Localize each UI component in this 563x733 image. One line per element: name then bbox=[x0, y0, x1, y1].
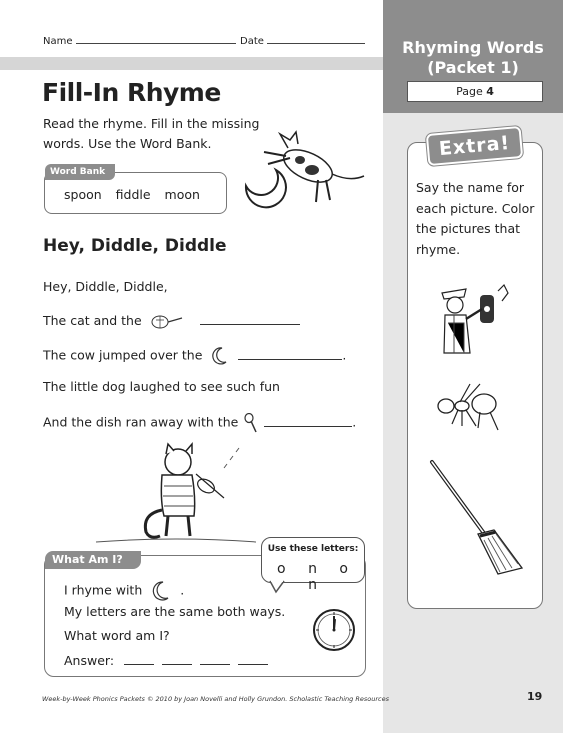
poem-line-1: Hey, Diddle, Diddle, bbox=[43, 279, 168, 294]
sidebar bbox=[383, 0, 563, 733]
poem-line-4: The little dog laughed to see such fun bbox=[43, 379, 280, 394]
spoon-icon bbox=[244, 413, 258, 433]
cow-jumping-over-moon-icon bbox=[238, 126, 370, 210]
what-am-i-label: What Am I? bbox=[45, 551, 141, 569]
moon-icon bbox=[210, 346, 230, 366]
poem-line-5: And the dish ran away with the . bbox=[43, 413, 356, 433]
date-input-line[interactable] bbox=[267, 35, 365, 44]
name-field[interactable] bbox=[43, 35, 236, 47]
letters-label: Use these letters: bbox=[267, 544, 359, 554]
riddle-line-2: My letters are the same both ways. bbox=[64, 604, 286, 619]
copyright-footer: Week-by-Week Phonics Packets © 2010 by Joan Novelli and Holly Grundon. Scholastic Teaching Resources bbox=[42, 695, 389, 703]
poem-line-2: The cat and the bbox=[43, 313, 300, 330]
answer-blank-2[interactable] bbox=[162, 655, 192, 665]
page-number: 19 bbox=[527, 690, 543, 703]
riddle-answer: Answer: bbox=[64, 653, 268, 668]
broom-icon bbox=[428, 458, 524, 576]
man-at-door-icon bbox=[440, 283, 515, 355]
poem-title: Hey, Diddle, Diddle bbox=[43, 236, 227, 256]
page-indicator: Page 4 bbox=[407, 81, 543, 102]
ant-icon bbox=[436, 380, 504, 432]
letters-value: o n o n bbox=[277, 561, 357, 593]
answer-blank-1[interactable] bbox=[124, 655, 154, 665]
clock-noon-icon bbox=[312, 608, 356, 652]
riddle-line-1: I rhyme with . bbox=[64, 580, 184, 602]
fiddle-icon bbox=[150, 314, 184, 330]
date-label: Date bbox=[240, 36, 264, 47]
extra-badge: Extra! bbox=[426, 126, 523, 166]
answer-blank-4[interactable] bbox=[238, 655, 268, 665]
name-input-line[interactable] bbox=[76, 35, 236, 44]
extra-instructions: Say the name for each picture. Color the pictures that rhyme. bbox=[416, 180, 535, 257]
poem-line-3: The cow jumped over the . bbox=[43, 346, 346, 366]
blank-spoon[interactable] bbox=[264, 417, 352, 427]
riddle-moon-icon bbox=[149, 580, 173, 602]
date-field[interactable] bbox=[240, 35, 365, 47]
blank-fiddle[interactable] bbox=[200, 315, 300, 325]
sidebar-title: Rhyming Words (Packet 1) bbox=[402, 38, 544, 77]
blank-moon[interactable] bbox=[238, 350, 342, 360]
answer-blank-3[interactable] bbox=[200, 655, 230, 665]
cat-fiddle-icon bbox=[96, 440, 256, 545]
page-title: Fill-In Rhyme bbox=[42, 78, 221, 107]
header-band bbox=[0, 57, 383, 70]
word-bank-words: spoon fiddle moon bbox=[64, 187, 200, 202]
name-label: Name bbox=[43, 36, 73, 47]
word-bank-label: Word Bank bbox=[45, 164, 115, 180]
instructions: Read the rhyme. Fill in the missing words. Use the Word Bank. bbox=[43, 116, 260, 151]
riddle-line-3: What word am I? bbox=[64, 628, 170, 643]
